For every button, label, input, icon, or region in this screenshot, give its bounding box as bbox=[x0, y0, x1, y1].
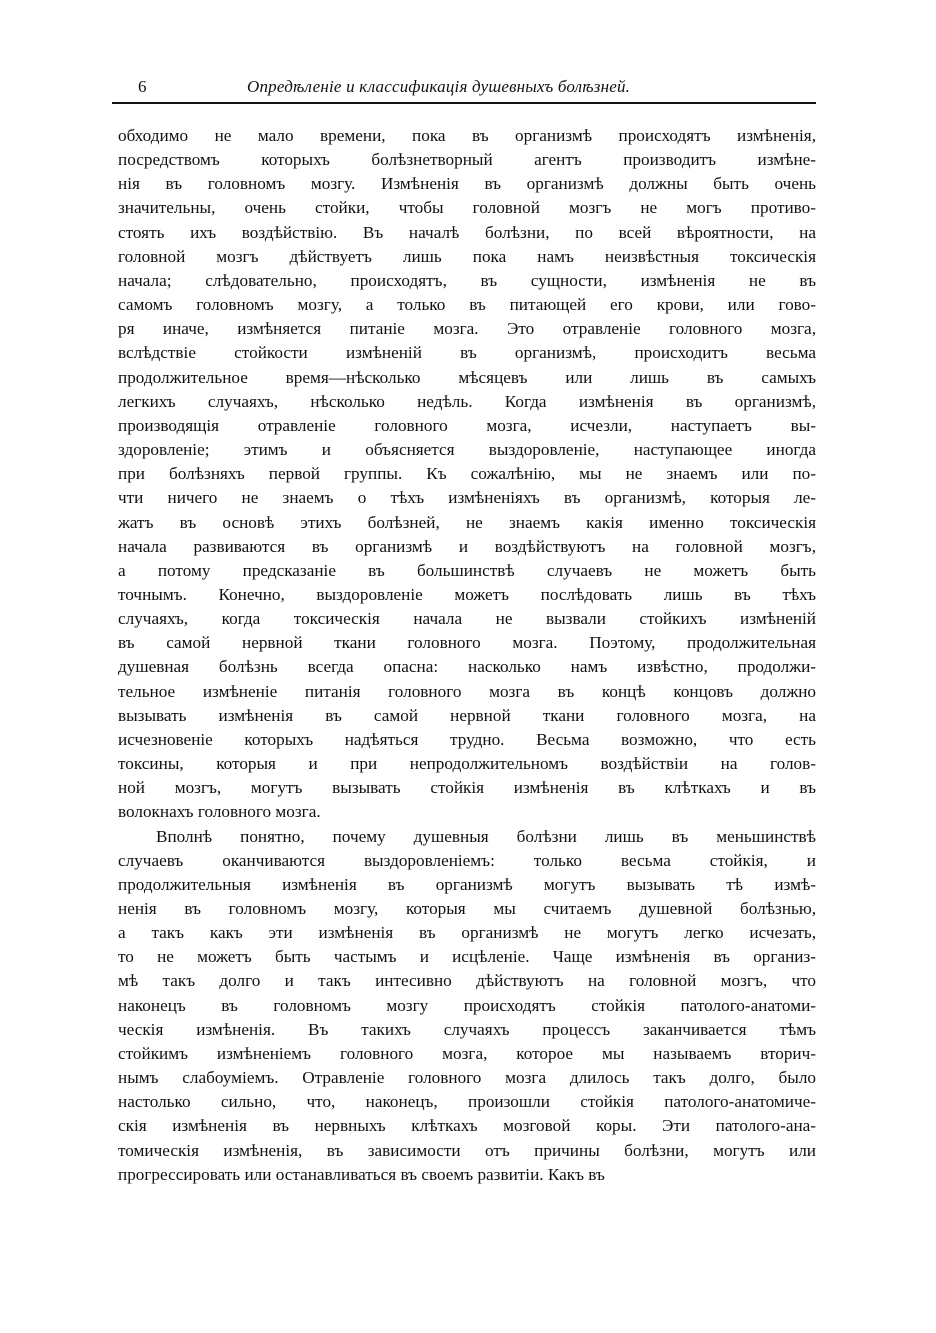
text-line: душевная болѣзнь всегда опасна: насколько намъ извѣстно, продолжи- bbox=[118, 657, 816, 677]
text-line: производящія отравленіе головного мозга, исчезли, наступаетъ вы- bbox=[118, 415, 816, 435]
text-line: вызывать измѣненія въ самой нервной ткани головного мозга, на bbox=[118, 705, 816, 725]
text-line: легкихъ случаяхъ, нѣсколько недѣль. Когда измѣненія въ организмѣ, bbox=[118, 391, 816, 411]
text-line: настолько сильно, что, наконецъ, произошли стойкія патолого-анатомиче- bbox=[118, 1092, 816, 1112]
text-line: здоровленіе; этимъ и объясняется выздоровленіе, наступающее иногда bbox=[118, 440, 816, 460]
text-line: точнымъ. Конечно, выздоровленіе можетъ послѣдовать лишь въ тѣхъ bbox=[118, 584, 816, 604]
text-line: а потому предсказаніе въ большинствѣ случаевъ не можетъ быть bbox=[118, 560, 816, 580]
page-number: 6 bbox=[138, 77, 147, 96]
running-title: Опредѣленіе и классификація душевныхъ болѣзней. bbox=[247, 77, 631, 96]
header-rule bbox=[112, 102, 816, 104]
text-line: вслѣдствіе стойкости измѣненій въ организмѣ, происходитъ весьма bbox=[118, 343, 816, 363]
text-line: продолжительное время—нѣсколько мѣсяцевъ или лишь въ самыхъ bbox=[118, 367, 816, 387]
page-header bbox=[112, 76, 816, 102]
text-line: мѣ такъ долго и такъ интесивно дѣйствуютъ на головной мозгъ, что bbox=[118, 971, 816, 991]
text-line: случаяхъ, когда токсическія начала не вызвали стойкихъ измѣненій bbox=[118, 609, 816, 629]
text-line: значительны, очень стойки, чтобы головной мозгъ не могъ противо- bbox=[118, 198, 816, 218]
body-text bbox=[118, 124, 816, 1187]
text-line: при болѣзняхъ первой группы. Къ сожалѣнію, мы не знаемъ или по- bbox=[118, 464, 816, 484]
text-line: чти ничего не знаемъ о тѣхъ измѣненіяхъ въ организмѣ, которыя ле- bbox=[118, 488, 816, 508]
text-line: исчезновеніе которыхъ надѣяться трудно. Весьма возможно, что есть bbox=[118, 729, 816, 749]
text-line: наконецъ въ головномъ мозгу происходятъ стойкія патолого-анатоми- bbox=[118, 995, 816, 1015]
text-line: Вполнѣ понятно, почему душевныя болѣзни лишь въ меньшинствѣ bbox=[156, 826, 816, 846]
text-line: стоять ихъ воздѣйствію. Въ началѣ болѣзни, по всей вѣроятности, на bbox=[118, 222, 816, 242]
text-line: тельное измѣненіе питанія головного мозга въ концѣ концовъ должно bbox=[118, 681, 816, 701]
text-line: томическія измѣненія, въ зависимости отъ причины болѣзни, могутъ или bbox=[118, 1140, 816, 1160]
text-line: волокнахъ головного мозга. bbox=[118, 802, 321, 822]
text-line: случаевъ оканчиваются выздоровленіемъ: только весьма стойкія, и bbox=[118, 850, 816, 870]
text-line: ной мозгъ, могутъ вызывать стойкія измѣненія въ клѣткахъ и въ bbox=[118, 778, 816, 798]
text-line: начала; слѣдовательно, происходятъ, въ сущности, измѣненія не въ bbox=[118, 270, 816, 290]
text-line: продолжительныя измѣненія въ организмѣ могутъ вызывать тѣ измѣ- bbox=[118, 874, 816, 894]
text-line: въ самой нервной ткани головного мозга. Поэтому, продолжительная bbox=[118, 633, 816, 653]
text-line: ненія въ головномъ мозгу, которыя мы считаемъ душевной болѣзнью, bbox=[118, 899, 816, 918]
text-line: прогрессировать или останавливаться въ своемъ развитіи. Какъ въ bbox=[118, 1164, 605, 1184]
text-line: головной мозгъ дѣйствуетъ лишь пока намъ неизвѣстныя токсическія bbox=[118, 246, 816, 266]
text-line: посредствомъ которыхъ болѣзнетворный агентъ производитъ измѣне- bbox=[118, 150, 816, 170]
text-line: жатъ въ основѣ этихъ болѣзней, не знаемъ какія именно токсическія bbox=[118, 512, 816, 532]
paragraph-2 bbox=[118, 825, 816, 1187]
text-line: стойкимъ измѣненіемъ головного мозга, которое мы называемъ вторич- bbox=[118, 1043, 816, 1063]
text-line: ческія измѣненія. Въ такихъ случаяхъ процессъ заканчивается тѣмъ bbox=[118, 1019, 816, 1039]
text-line: токсины, которыя и при непродолжительномъ воздѣйствіи на голов- bbox=[118, 754, 816, 774]
text-line: обходимо не мало времени, пока въ организмѣ происходятъ измѣненія, bbox=[118, 126, 816, 145]
text-line: ря иначе, измѣняется питаніе мозга. Это отравленіе головного мозга, bbox=[118, 319, 816, 339]
text-line: самомъ головномъ мозгу, а только въ питающей его крови, или гово- bbox=[118, 295, 816, 315]
text-line: нія въ головномъ мозгу. Измѣненія въ организмѣ должны быть очень bbox=[118, 174, 816, 194]
text-line: а такъ какъ эти измѣненія въ организмѣ не могутъ легко исчезать, bbox=[118, 923, 816, 943]
text-line: скія измѣненія въ нервныхъ клѣткахъ мозговой коры. Эти патолого-ана- bbox=[118, 1116, 816, 1136]
text-line: нымъ слабоуміемъ. Отравленіе головного мозга длилось такъ долго, было bbox=[118, 1068, 816, 1088]
text-line: то не можетъ быть частымъ и исцѣленіе. Чаще измѣненія въ организ- bbox=[118, 947, 816, 967]
paragraph-1 bbox=[118, 124, 816, 825]
text-line: начала развиваются въ организмѣ и воздѣйствуютъ на головной мозгъ, bbox=[118, 536, 816, 556]
